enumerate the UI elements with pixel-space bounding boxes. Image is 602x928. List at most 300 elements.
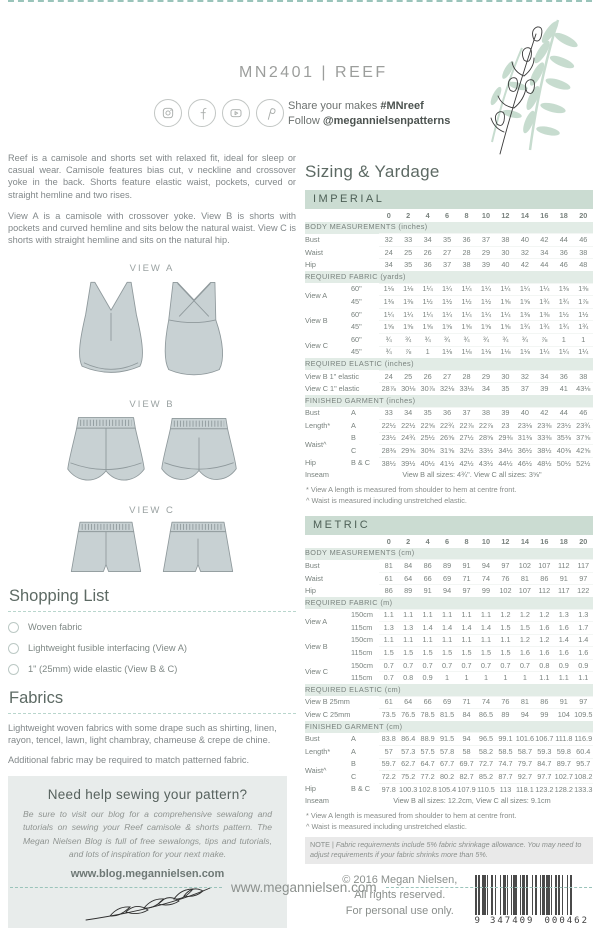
table-cell: 81 [379,560,398,573]
table-cell: 1¼ [554,346,573,358]
table-cell: 69 [437,696,456,709]
table-cell: 1.1 [437,609,456,622]
row-label: View C 1" elastic [305,383,360,393]
table-cell: ⅞ [535,333,554,346]
table-cell: 1¾ [574,321,593,334]
table-cell: 23½ [379,432,398,445]
table-cell: 32 [515,370,534,383]
table-cell: 1.1 [535,672,554,684]
table-cell: 1.6 [535,647,554,660]
table-cell: 42½ [457,457,476,469]
social-handle: @megannielsenpatterns [322,115,451,127]
table-cell: 1.4 [437,622,456,635]
table-cell: 91 [418,585,437,597]
table-cell: 64 [398,696,417,709]
table-cell: 0.7 [379,659,398,672]
table-cell: 38½ [379,457,398,469]
table-cell: 36 [437,407,456,420]
table-cell: 1.1 [476,634,495,647]
footer-dash-right [386,887,592,888]
table-cell: 97.7 [535,771,554,784]
table-cell: 71 [457,696,476,709]
table-cell: 1½ [418,296,437,309]
table-cell: 69 [437,572,456,585]
table-cell: 57.8 [437,746,456,759]
table-cell: 33⅛ [457,383,476,395]
table-cell: 72.2 [379,771,398,784]
table-cell: 28 [457,246,476,259]
table-cell: 59.7 [379,758,398,771]
size-col-header: 8 [464,536,469,546]
row-label: Hip [305,458,316,468]
youtube-icon[interactable] [222,99,250,127]
table-cell: 97 [574,696,593,709]
row-label: View A [305,290,328,300]
table-cell: ¾ [379,333,398,346]
intro-paragraph-1: Reef is a camisole and shorts set with relaxed fit, ideal for sleep or casual wear. Camisole features bias cut, v neckline and crossover yoke in the back. Shorts feature elastic waist, pockets, curved or straight hemline and two rises. [8,153,296,200]
table-cell: 1.2 [515,609,534,622]
section-header: FINISHED GARMENT (cm) [305,721,593,733]
row-note: View B all sizes: 4¾". View C all sizes: 3⅝" [402,470,542,480]
help-box-title: Need help sewing your pattern? [47,786,248,802]
table-cell: 97 [457,585,476,597]
shopping-list [8,622,296,675]
blog-url-link[interactable]: www.blog.megannielsen.com [70,868,225,881]
table-cell: 0.8 [535,659,554,672]
row-label: View C [305,340,328,350]
table-row [305,432,593,445]
copyright-text: © 2016 Megan Nielsen, All rights reserved. For personal use only. [342,873,458,917]
table-cell: 73.5 [379,709,398,721]
table-cell: 84.7 [535,758,554,771]
table-cell: ¾ [515,333,534,346]
table-cell: 37 [457,407,476,420]
table-cell: 59.3 [535,746,554,759]
table-cell: 25 [398,246,417,259]
table-cell: 91 [554,696,573,709]
table-cell: 122 [574,585,593,597]
table-cell: 1.1 [457,634,476,647]
table-cell: 1.3 [379,622,398,635]
size-col-header: 6 [445,210,450,220]
size-col-header: 20 [579,536,588,546]
table-cell: 33 [398,234,417,247]
table-cell: 108.2 [574,771,593,784]
fabrics-title: Fabrics [8,689,296,714]
table-cell: 74 [476,696,495,709]
row-sublabel: 115cm [351,648,373,658]
table-cell: 48½ [535,457,554,469]
table-cell: 24 [379,246,398,259]
table-cell: 88.9 [418,733,437,746]
table-cell: 86 [379,585,398,597]
size-col-header: 12 [501,536,510,546]
table-cell: 57 [379,746,398,759]
table-cell: 81 [515,572,534,585]
table-cell: 37 [437,259,456,271]
table-cell: 28⅝ [476,432,495,445]
row-sublabel: 60" [351,284,362,294]
row-sublabel: A [351,746,356,756]
table-cell: 26 [418,246,437,259]
row-label: Hip [305,259,316,269]
row-label: View B 1" elastic [305,371,359,381]
table-cell: 83.8 [379,733,398,746]
help-box [8,776,287,928]
table-cell: 1⅛ [379,283,398,296]
row-label: View B 25mm [305,697,350,707]
size-header-row [305,210,593,222]
table-section-row [305,271,593,283]
table-cell: 64.7 [418,758,437,771]
table-row [305,783,593,795]
list-item: Woven fabric [8,622,296,633]
table-cell: 69.7 [457,758,476,771]
table-cell: 0.7 [379,672,398,684]
table-cell: 67.7 [437,758,456,771]
table-cell: 94 [437,585,456,597]
table-cell: 81 [515,696,534,709]
table-row [305,407,593,420]
table-cell: 1⅜ [554,283,573,296]
table-cell: 30⅜ [418,445,437,458]
imperial-band: IMPERIAL [305,190,593,209]
section-header: REQUIRED ELASTIC (inches) [305,358,593,370]
table-cell: 80.2 [437,771,456,784]
table-cell: 0.9 [574,659,593,672]
row-sublabel: A [351,734,356,744]
shorts-c-front-illustration [67,519,145,579]
table-cell: 32 [379,234,398,247]
size-col-header: 14 [520,536,529,546]
table-cell: 22⅝ [418,420,437,433]
table-cell: 101.6 [515,733,534,746]
row-label: Inseam [305,796,329,806]
note-label: NOTE | [310,839,336,849]
table-cell: 1¼ [535,346,554,358]
section-header: BODY MEASUREMENTS (cm) [305,548,593,560]
table-cell: 39 [535,383,554,395]
table-cell: 57.3 [398,746,417,759]
table-cell: 37 [515,383,534,395]
table-row [305,585,593,597]
table-cell: 64 [398,572,417,585]
table-row [305,746,593,759]
table-cell: 23½ [554,420,573,433]
table-cell: 118.1 [516,784,534,794]
table-cell: 128.2 [554,784,573,794]
table-cell: 74 [476,572,495,585]
table-cell: 84 [457,709,476,721]
table-cell: 1½ [554,308,573,321]
table-row [305,259,593,271]
table-cell: 1⅝ [496,296,515,309]
table-cell: 1¼ [437,308,456,321]
pattern-title: MN2401 | REEF [239,64,388,81]
section-header: BODY MEASUREMENTS (inches) [305,222,593,234]
table-cell: 107 [535,560,554,573]
table-cell: 1.5 [457,647,476,660]
footnote: ^ Waist is measured including unstretched elastic. [306,496,467,505]
table-cell: 23¾ [574,420,593,433]
table-row [305,795,593,807]
list-item: Lightweight fusible interfacing (View A) [8,643,296,654]
table-cell: 1¾ [535,296,554,309]
camisole-back-illustration [160,277,228,389]
table-cell: 1⅜ [574,283,593,296]
size-col-header: 6 [445,536,450,546]
table-cell: 1.6 [554,622,573,635]
table-cell: 1½ [476,296,495,309]
table-cell: 1¼ [476,283,495,296]
table-cell: 113 [496,783,515,795]
table-cell: 1⅜ [515,308,534,321]
website-url-link[interactable]: www.megannielsen.com [231,880,377,895]
row-sublabel: 45" [351,347,362,357]
table-cell: 35⅜ [554,432,573,445]
table-cell: 74.7 [496,758,515,771]
row-sublabel: C [351,772,357,781]
row-label: Bust [305,408,320,418]
table-cell: 0.9 [554,659,573,672]
section-header: REQUIRED FABRIC (m) [305,597,593,609]
table-cell: 38 [574,246,593,259]
size-col-header: 2 [406,536,411,546]
table-cell: 92.7 [515,771,534,784]
table-cell: 1¾ [535,321,554,334]
table-section-row [305,684,593,696]
row-note: View B all sizes: 12.2cm, View C all sizes: 9.1cm [393,796,551,806]
table-cell: 42 [535,407,554,420]
table-cell: 37 [476,234,495,247]
table-cell: 102.7 [554,771,573,784]
table-cell: 1⅝ [496,321,515,334]
table-cell: 1⅝ [418,321,437,334]
table-cell: 35 [437,234,456,247]
table-cell: 46 [574,234,593,247]
table-cell: 25½ [418,432,437,445]
row-sublabel: 115cm [351,622,373,632]
table-cell: 1.1 [457,609,476,622]
table-cell: 1.3 [554,609,573,622]
table-cell: 82.7 [457,771,476,784]
table-cell: 1.2 [515,634,534,647]
table-cell: 32 [515,246,534,259]
intro-paragraph-2: View A is a camisole with crossover yoke. View B is shorts with pockets and curved hemline and sits below the natural waist. View C is shorts with straight hemline and sits on the natural hip. [8,210,296,246]
table-cell: 110.5 [477,784,495,794]
table-cell: 48 [574,259,593,271]
table-cell: 1.5 [418,647,437,660]
table-cell: 1.1 [418,634,437,647]
table-cell: 1⅛ [398,283,417,296]
table-row [305,709,593,721]
camisole-front-illustration [76,277,146,389]
view-a-label: VIEW A [129,262,175,274]
table-cell: 107.9 [457,784,476,794]
table-cell: 1.5 [379,647,398,660]
table-row [305,420,593,433]
table-cell: 22½ [379,420,398,433]
table-cell: 1.1 [437,634,456,647]
table-row [305,234,593,247]
table-cell: 76 [496,572,515,585]
row-label: Waist [305,573,323,583]
size-table [305,536,593,807]
table-cell: 0.7 [437,659,456,672]
table-cell: 0.7 [515,659,534,672]
table-cell: 62.7 [398,758,417,771]
row-sublabel: B [351,759,356,769]
shorts-b-front-illustration [66,413,146,495]
table-cell: 112 [554,560,573,573]
row-label: Waist^ [305,765,327,775]
table-cell: 24¾ [398,432,417,445]
table-cell: 27 [437,370,456,383]
row-sublabel: 45" [351,322,362,332]
row-label: Hip [305,784,316,794]
size-col-header: 4 [425,536,430,546]
table-cell: 1⅝ [398,321,417,334]
table-row [305,383,593,395]
table-cell: 1⅜ [379,296,398,309]
table-cell: 28⅜ [379,445,398,458]
table-cell: 1.5 [476,647,495,660]
table-row [305,634,593,647]
table-cell: 1.5 [515,622,534,635]
table-cell: 89 [437,560,456,573]
table-cell: 1⅝ [437,321,456,334]
table-cell: 89 [496,709,515,721]
table-cell: 1.5 [398,647,417,660]
fabrics-paragraph-2: Additional fabric may be required to match patterned fabric. [8,755,250,766]
table-cell: 89.7 [554,758,573,771]
table-cell: 23⅛ [515,420,534,433]
size-table [305,210,593,481]
table-cell: 36 [418,259,437,271]
row-sublabel: B [351,433,356,443]
view-c-figure [8,519,296,579]
table-cell: 1¼ [515,283,534,296]
table-cell: 1.1 [496,634,515,647]
table-row [305,696,593,709]
table-cell: 46½ [515,457,534,469]
table-cell: 1.6 [535,622,554,635]
table-cell: 112 [535,585,554,597]
view-b-figure [8,413,296,495]
footnote: * View A length is measured from shoulder to hem at centre front. [306,485,517,495]
table-cell: 1⅛ [496,346,515,358]
row-sublabel: C [351,446,357,456]
size-col-header: 12 [501,210,510,220]
table-cell: 58 [457,746,476,759]
table-cell: ¾ [496,333,515,346]
help-box-body: Be sure to visit our blog for a comprehensive sewalong and tutorials on sewing your Reef camisole & shorts pattern. The Megan Nielsen Blog is full of free sewalongs, tips and tutorials, and lots of inspiration for your next make. [23,808,272,859]
table-cell: 78.5 [418,709,437,721]
table-cell: 1 [515,672,534,684]
table-cell: 60.4 [574,746,593,759]
table-cell: 1.5 [496,622,515,635]
table-cell: 1¼ [496,283,515,296]
table-cell: 1¾ [554,321,573,334]
sizing-column [305,162,593,928]
table-cell: 30⅞ [418,383,437,395]
table-cell: ¾ [418,333,437,346]
table-row [305,370,593,383]
table-cell: 29⅜ [496,432,515,445]
row-label: Inseam [305,470,329,480]
table-section-row [305,358,593,370]
table-cell: 46 [574,407,593,420]
table-cell: 1.2 [496,609,515,622]
table-cell: 1½ [457,296,476,309]
table-row [305,333,593,346]
table-cell: 1¾ [554,296,573,309]
table-cell: 36 [457,234,476,247]
table-cell: 91.5 [437,733,456,746]
size-col-header: 20 [579,210,588,220]
table-cell: 61 [379,572,398,585]
table-cell: 42 [535,234,554,247]
table-cell: 0.9 [418,672,437,684]
table-cell: 1.1 [554,672,573,684]
row-sublabel: B & C [351,458,371,468]
table-cell: 29 [476,246,495,259]
row-sublabel: 150cm [351,610,373,620]
shrinkage-note [305,837,593,864]
table-row [305,609,593,622]
table-cell: 30⅛ [398,383,417,395]
table-cell: 1¼ [398,308,417,321]
table-cell: 0.7 [398,659,417,672]
table-cell: ¾ [476,333,495,346]
table-cell: 1.1 [476,609,495,622]
table-cell: 1.2 [535,634,554,647]
table-cell: 75.2 [398,771,417,784]
list-item: 1" (25mm) wide elastic (View B & C) [8,664,296,675]
table-cell: 102 [496,585,515,597]
instagram-icon[interactable] [154,99,182,127]
table-cell: 86 [418,560,437,573]
table-cell: 89 [398,585,417,597]
table-cell: 87.7 [496,771,515,784]
table-section-row [305,597,593,609]
table-cell: 43⅛ [574,383,593,395]
footnote: ^ Waist is measured including unstretched elastic. [306,821,467,831]
table-row [305,733,593,746]
table-row [305,659,593,672]
view-b-label: VIEW B [129,398,175,410]
size-col-header: 18 [559,536,568,546]
table-cell: 38 [476,407,495,420]
table-cell: 66 [418,572,437,585]
pinterest-icon[interactable] [256,99,284,127]
table-cell: 133.3 [574,784,593,794]
fabrics-section [8,722,296,767]
size-col-header: 4 [425,210,430,220]
table-cell: ¾ [379,346,398,358]
table-cell: 86 [535,696,554,709]
table-row [305,246,593,259]
table-cell: 36½ [515,445,534,458]
table-cell: 1.1 [379,609,398,622]
table-cell: 123.2 [535,784,554,794]
row-sublabel: 150cm [351,635,373,645]
table-cell: 34 [418,234,437,247]
top-dashed-divider [8,0,592,2]
facebook-icon[interactable] [188,99,216,127]
table-cell: 28⅞ [379,383,398,395]
size-col-header: 16 [540,210,549,220]
